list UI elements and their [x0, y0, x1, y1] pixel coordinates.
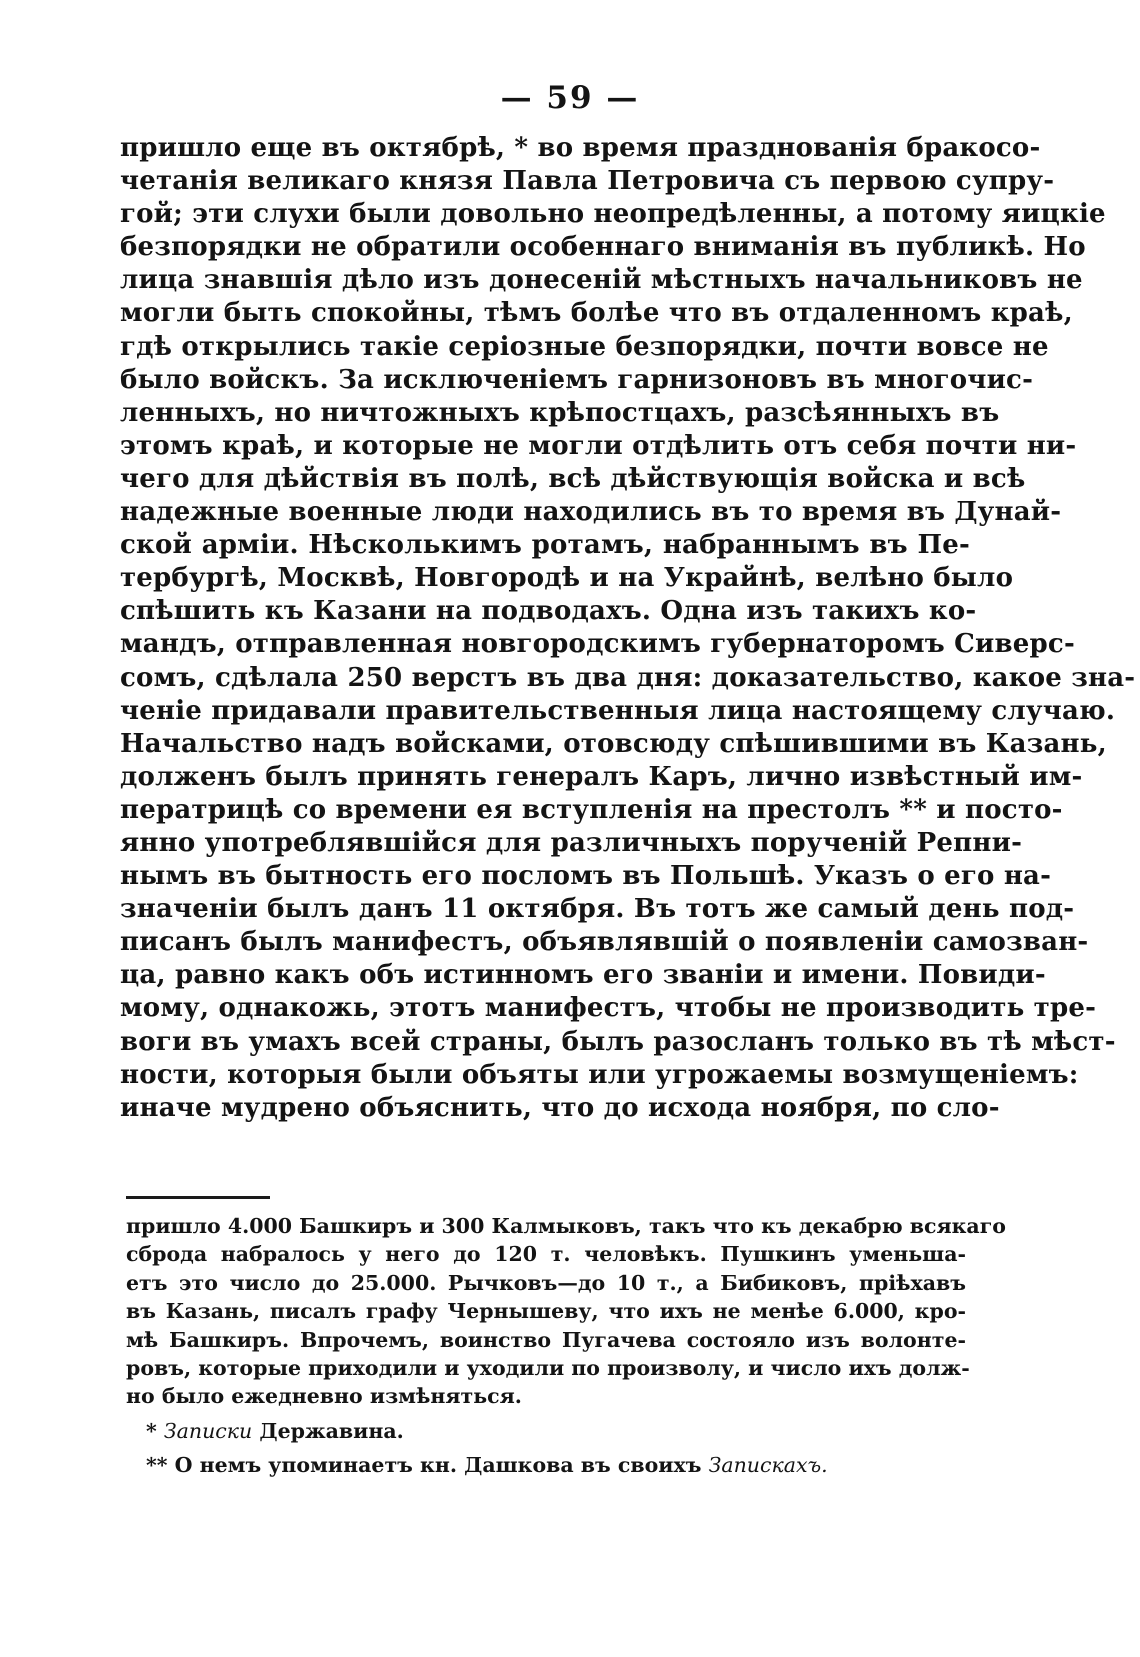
- note-line: етъ это число до 25.000. Рычковъ—до 10 т., а Бибиковъ, пріѣхавъ: [126, 1270, 966, 1295]
- note-line: ровъ, которые приходили и уходили по произволу, и число ихъ долж-: [126, 1355, 970, 1380]
- note-line: сброда набралось у него до 120 т. человѣкъ. Пушкинъ уменьша-: [126, 1242, 966, 1267]
- text-line: чего для дѣйствія въ полѣ, всѣ дѣйствующія войска и всѣ: [120, 463, 1026, 494]
- footnote-text: Державина.: [259, 1419, 404, 1443]
- text-line: могли быть спокойны, тѣмъ болѣе что въ отдаленномъ краѣ,: [120, 298, 1073, 329]
- text-line: ца, равно какъ объ истинномъ его званіи и имени. Повиди-: [120, 960, 1046, 991]
- text-line: писанъ былъ манифестъ, объявлявшій о появленіи самозван-: [120, 927, 1089, 958]
- note-line: въ Казань, писалъ графу Чернышеву, что ихъ не менѣе 6.000, кро-: [126, 1299, 966, 1324]
- footnote-dashkova: [146, 1451, 828, 1479]
- text-line: гой; эти слухи были довольно неопредѣленны, а потому яицкіе: [120, 199, 1106, 230]
- footnote-marker: *: [146, 1419, 157, 1443]
- footnote-italic-title: Записки: [163, 1419, 253, 1443]
- note-line: мѣ Башкиръ. Впрочемъ, воинство Пугачева состояло изъ волонте-: [126, 1327, 966, 1352]
- text-line: мандъ, отправленная новгородскимъ губернаторомъ Сиверс-: [120, 629, 1075, 660]
- text-line: янно употреблявшійся для различныхъ порученій Репни-: [120, 827, 1023, 858]
- continued-footnote: [126, 1212, 1006, 1411]
- page-number: — 59 —: [500, 80, 640, 116]
- text-line: ности, которыя были объяты или угрожаемы возмущеніемъ:: [120, 1059, 1079, 1090]
- text-line: тербургѣ, Москвѣ, Новгородѣ и на Украйнѣ, велѣно было: [120, 563, 1014, 594]
- footnote-italic-title: Запискахъ.: [708, 1453, 828, 1477]
- text-line: воги въ умахъ всей страны, былъ разосланъ только въ тѣ мѣст-: [120, 1026, 1116, 1057]
- text-line: лица знавшія дѣло изъ донесеній мѣстныхъ начальниковъ не: [120, 265, 1083, 296]
- footnote-marker: **: [146, 1453, 168, 1477]
- footnote-derzhavin: [146, 1417, 404, 1445]
- text-line: гдѣ открылись такіе серіозные безпорядки, почти вовсе не: [120, 331, 1049, 362]
- text-line: сомъ, сдѣлала 250 верстъ въ два дня: доказательство, какое зна-: [120, 662, 1136, 693]
- text-line: ператрицѣ со времени ея вступленія на престолъ ** и посто-: [120, 794, 1063, 825]
- text-line: мому, однакожь, этотъ манифестъ, чтобы не производить тре-: [120, 993, 1097, 1024]
- text-line: было войскъ. За исключеніемъ гарнизоновъ въ многочис-: [120, 364, 1034, 395]
- text-line: пришло еще въ октябрѣ, * во время празднованія бракосо-: [120, 133, 1041, 163]
- note-line: но было ежедневно измѣняться.: [126, 1384, 522, 1409]
- text-line: спѣшить къ Казани на подводахъ. Одна изъ такихъ ко-: [120, 596, 977, 627]
- text-line: надежные военные люди находились въ то время въ Дунай-: [120, 497, 1062, 528]
- main-text: [120, 132, 1136, 1125]
- text-line: нымъ въ бытность его посломъ въ Польшѣ. Указъ о его на-: [120, 861, 1052, 892]
- text-line: значеніи былъ данъ 11 октября. Въ тотъ же самый день под-: [120, 894, 1075, 925]
- text-line: Начальство надъ войсками, отовсюду спѣшившими въ Казань,: [120, 728, 1107, 759]
- footnote-separator: [126, 1196, 270, 1199]
- footnote-text: О немъ упоминаетъ кн. Дашкова въ своихъ: [174, 1453, 702, 1477]
- text-line: ской арміи. Нѣсколькимъ ротамъ, набраннымъ въ Пе-: [120, 530, 970, 561]
- text-line: ченіе придавали правительственныя лица настоящему случаю.: [120, 695, 1116, 726]
- text-line: четанія великаго князя Павла Петровича съ первою супру-: [120, 166, 1055, 197]
- text-line: иначе мудрено объяснить, что до исхода ноября, по сло-: [120, 1092, 1000, 1123]
- text-line: ленныхъ, но ничтожныхъ крѣпостцахъ, разсѣянныхъ въ: [120, 397, 1000, 428]
- text-line: безпорядки не обратили особеннаго вниманія въ публикѣ. Но: [120, 232, 1086, 263]
- note-line: пришло 4.000 Башкиръ и 300 Калмыковъ, такъ что къ декабрю всякаго: [126, 1214, 1006, 1238]
- text-line: этомъ краѣ, и которые не могли отдѣлить отъ себя почти ни-: [120, 430, 1077, 461]
- text-line: долженъ былъ принять генералъ Каръ, лично извѣстный им-: [120, 761, 1083, 792]
